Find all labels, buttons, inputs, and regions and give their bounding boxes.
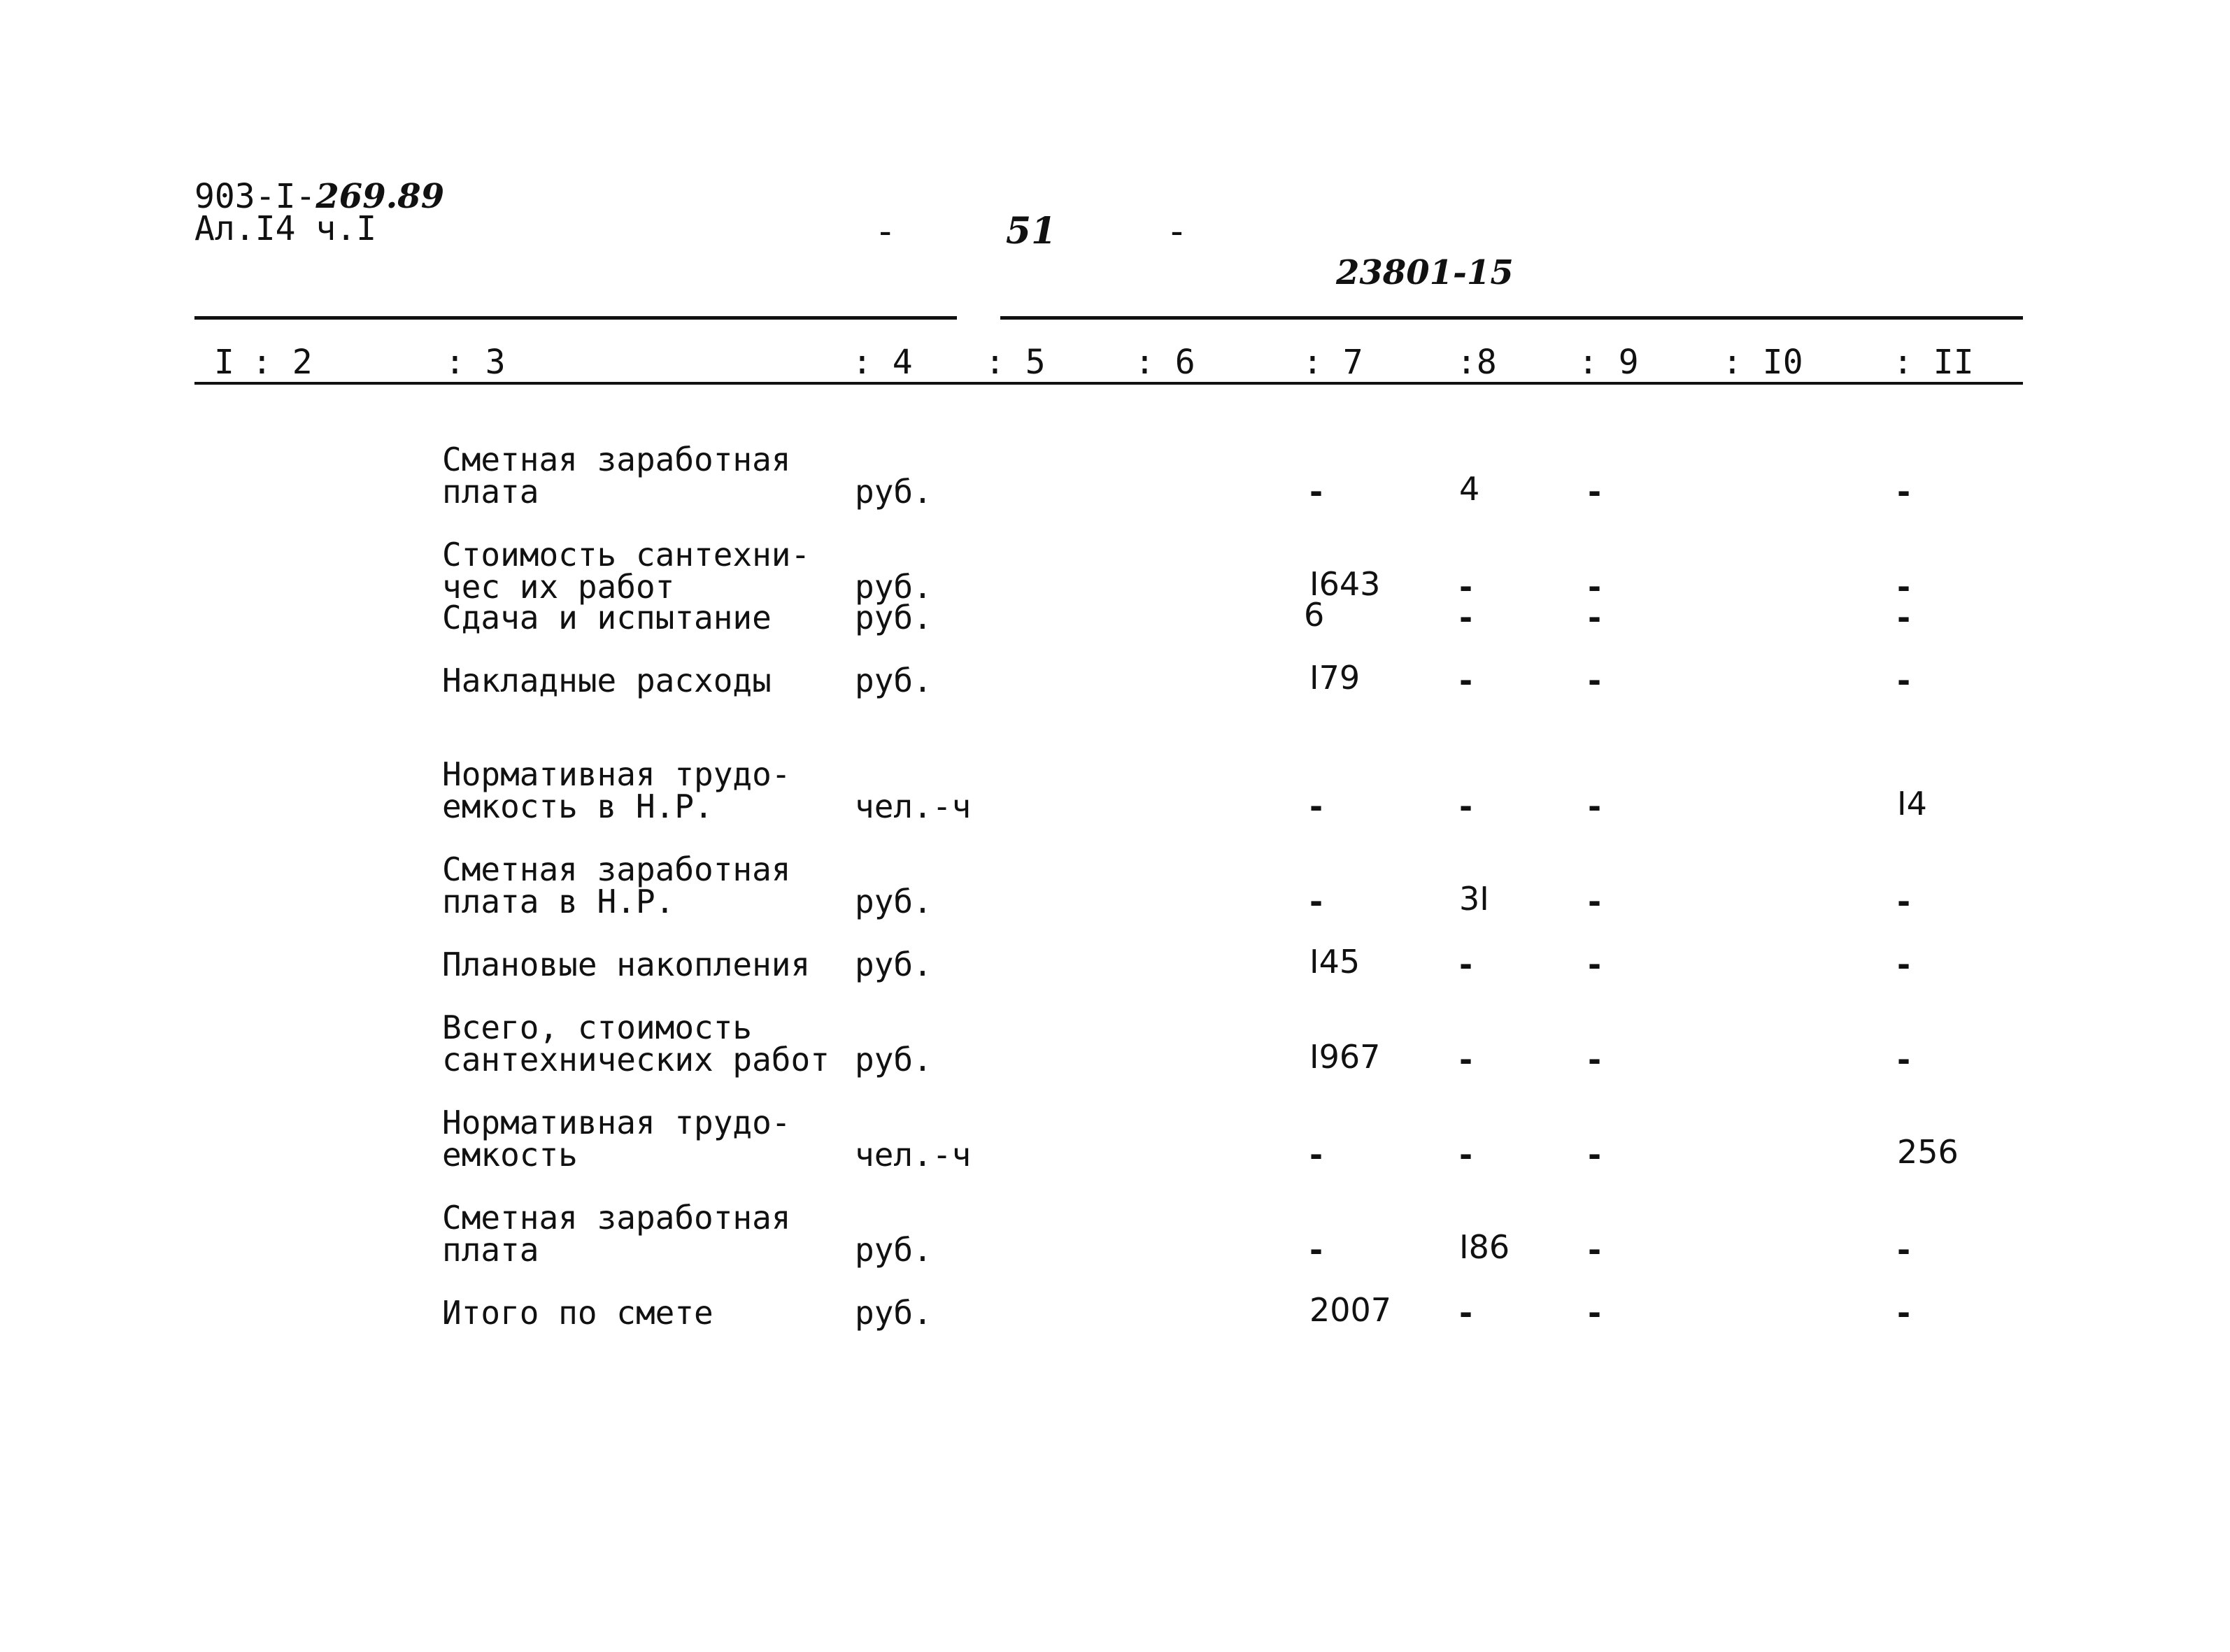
column-header-4: : 4 [852, 343, 913, 382]
row-col-7: 2007 [1309, 1291, 1392, 1329]
row-name: Плановые накопления [442, 946, 811, 983]
row-col-8: - [1459, 788, 1473, 825]
row-col-11: - [1897, 946, 1911, 983]
column-header-1: I [214, 343, 234, 382]
row-name: Накладные расходы [442, 662, 772, 699]
row-col-9: - [1588, 568, 1602, 606]
row-col-7: - [1309, 788, 1323, 825]
row-col-9: - [1588, 473, 1602, 511]
row-name: Сметная заработная плата [442, 1199, 791, 1269]
document-code [194, 177, 445, 248]
row-col-9: - [1588, 599, 1602, 636]
column-header-10: : I0 [1722, 343, 1803, 382]
column-header-6: : 6 [1135, 343, 1195, 382]
column-header-2: : 2 [252, 343, 313, 382]
row-col-8: 4 [1459, 470, 1480, 508]
row-col-11: I4 [1897, 785, 1927, 823]
row-col-7: - [1309, 883, 1323, 920]
row-col-8: - [1459, 1294, 1473, 1332]
row-col-9: - [1588, 788, 1602, 825]
row-col-9: - [1588, 946, 1602, 983]
column-header-3: : 3 [445, 343, 506, 382]
row-col-8: - [1459, 599, 1473, 636]
row-name: Нормативная трудо- емкость [442, 1104, 791, 1174]
row-col-9: - [1588, 1136, 1602, 1174]
row-col-8: 3I [1459, 880, 1489, 918]
row-name: Итого по смете [442, 1294, 713, 1332]
column-header-8: :8 [1456, 343, 1497, 382]
row-col-9: - [1588, 883, 1602, 920]
row-col-9: - [1588, 662, 1602, 699]
row-unit: чел.-ч [855, 1136, 972, 1174]
row-col-11: - [1897, 1041, 1911, 1078]
row-col-7: - [1309, 473, 1323, 511]
row-unit: чел.-ч [855, 788, 972, 825]
row-unit: руб. [855, 1294, 932, 1332]
document-code-printed: 903-I- [194, 177, 316, 216]
column-header-7: : 7 [1302, 343, 1363, 382]
row-name: Сметная заработная плата [442, 441, 791, 511]
page-dash-left: - [874, 211, 897, 252]
column-header-11: : II [1893, 343, 1974, 382]
row-col-7: 6 [1304, 596, 1325, 634]
row-unit: руб. [855, 568, 932, 606]
row-col-11: - [1897, 599, 1911, 636]
row-col-7: I79 [1309, 659, 1361, 697]
row-unit: руб. [855, 883, 932, 920]
row-col-7: I967 [1309, 1038, 1381, 1076]
row-name: Сдача и испытание [442, 599, 772, 636]
page-number [874, 210, 1188, 252]
row-col-11: - [1897, 473, 1911, 511]
row-unit: руб. [855, 1231, 932, 1269]
column-header-underline [194, 382, 2023, 385]
page-dash-right: - [1165, 211, 1188, 252]
row-col-8: - [1459, 1136, 1473, 1174]
row-col-9: - [1588, 1294, 1602, 1332]
row-col-7: - [1309, 1136, 1323, 1174]
row-col-9: - [1588, 1231, 1602, 1269]
row-col-11: 256 [1897, 1133, 1959, 1171]
row-col-8: I86 [1459, 1228, 1510, 1266]
document-stamp: 23801-15 [1336, 253, 1514, 292]
row-col-9: - [1588, 1041, 1602, 1078]
row-col-8: - [1459, 946, 1473, 983]
column-header-5: : 5 [985, 343, 1046, 382]
row-unit: руб. [855, 662, 932, 699]
header-rule-left [194, 316, 957, 320]
row-col-8: - [1459, 1041, 1473, 1078]
row-col-11: - [1897, 1294, 1911, 1332]
row-col-11: - [1897, 662, 1911, 699]
row-unit: руб. [855, 473, 932, 511]
row-unit: руб. [855, 1041, 932, 1078]
row-unit: руб. [855, 599, 932, 636]
row-name: Нормативная трудо- емкость в Н.Р. [442, 755, 791, 825]
row-col-11: - [1897, 1231, 1911, 1269]
row-col-7: - [1309, 1231, 1323, 1269]
row-unit: руб. [855, 946, 932, 983]
row-name: Всего, стоимость сантехнических работ [442, 1009, 830, 1078]
row-col-11: - [1897, 568, 1911, 606]
row-col-7: I643 [1309, 565, 1381, 603]
row-name: Сметная заработная плата в Н.Р. [442, 850, 791, 920]
column-header-9: : 9 [1578, 343, 1639, 382]
document-code-handwritten: 269.89 [315, 177, 445, 216]
page-number-value: 51 [1005, 210, 1057, 252]
row-col-7: I45 [1309, 943, 1361, 981]
row-col-8: - [1459, 662, 1473, 699]
row-col-11: - [1897, 883, 1911, 920]
row-col-8: - [1459, 568, 1473, 606]
header-rule-right [1000, 316, 2023, 320]
row-name: Стоимость сантехни- чес их работ [442, 536, 811, 606]
sheet-label: Ал.I4 ч.I [194, 209, 377, 248]
